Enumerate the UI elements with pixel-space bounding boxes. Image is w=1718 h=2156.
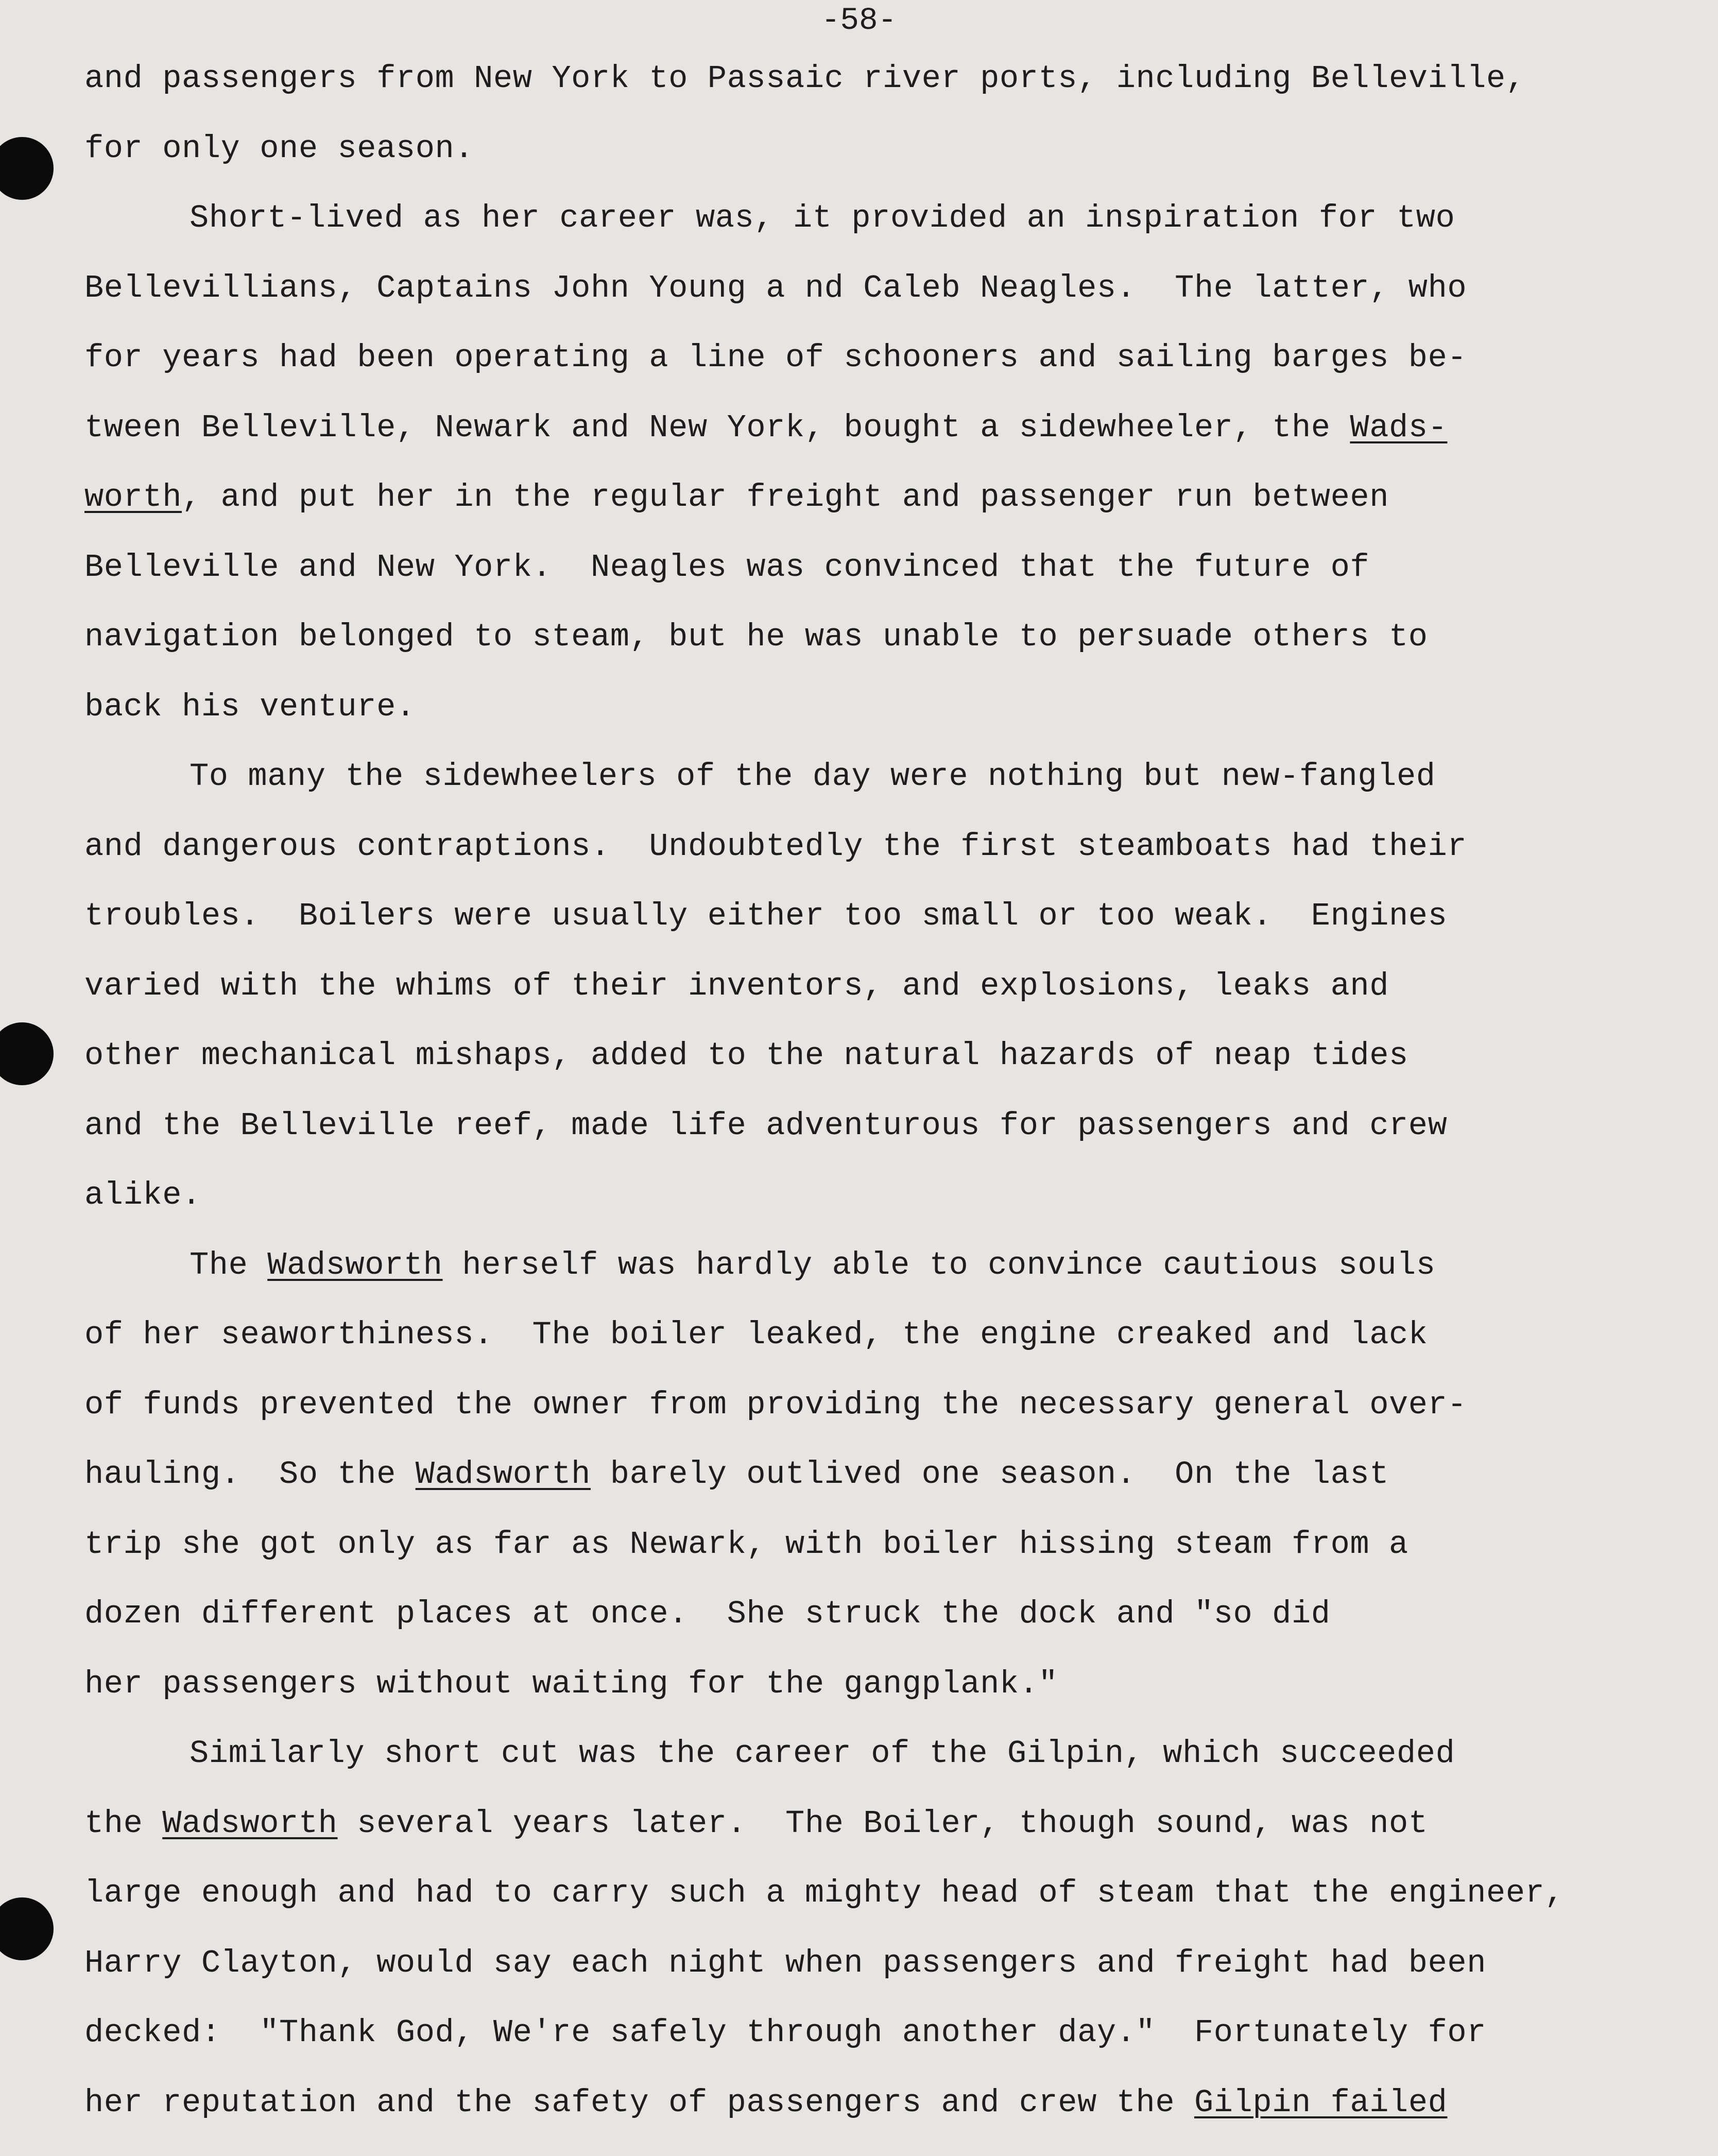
text-line: dozen different places at once. She struck the dock and "so did [84,1596,1331,1632]
text-line: other mechanical mishaps, added to the natural hazards of neap tides [84,1037,1408,1074]
text-line: trip she got only as far as Newark, with boiler hissing steam from a [84,1526,1408,1563]
text-line: navigation belonged to steam, but he was unable to persuade others to [84,619,1428,655]
text-line: and passengers from New York to Passaic river ports, including Belleville, [84,60,1525,97]
text-line: tween Belleville, Newark and New York, bought a sidewheeler, the Wads- [84,409,1448,446]
binder-hole-top [0,137,54,200]
ship-name-underlined: Wads- [1350,409,1448,446]
text-line: Bellevillians, Captains John Young a nd Caleb Neagles. The latter, who [84,269,1467,306]
binder-hole-bottom [0,1897,54,1960]
text-line: and dangerous contraptions. Undoubtedly the first steamboats had their [84,828,1467,865]
page-number: -58- [821,3,897,39]
text-line: back his venture. [84,688,416,725]
text-line: troubles. Boilers were usually either too small or too weak. Engines [84,898,1448,934]
text-line: decked: "Thank God, We're safely through another day." Fortunately for [84,2014,1487,2051]
text-line: alike. [84,1177,201,1213]
ship-name-underlined: Wadsworth [415,1456,591,1493]
text-line: her passengers without waiting for the gangplank." [84,1665,1058,1702]
text-line: Similarly short cut was the career of the Gilpin, which succeeded [190,1735,1455,1772]
text-line: varied with the whims of their inventors, and explosions, leaks and [84,967,1389,1004]
text-line: hauling. So the Wadsworth barely outlived one season. On the last [84,1456,1389,1493]
text-line: the Wadsworth several years later. The Boiler, though sound, was not [84,1805,1428,1842]
text-line: her reputation and the safety of passengers and crew the Gilpin failed [84,2084,1448,2121]
body-text [84,53,1691,2147]
ship-name-underlined: worth [84,479,182,516]
text-line: worth, and put her in the regular freight and passenger run between [84,479,1389,516]
ship-name-underlined: Wadsworth [162,1805,338,1842]
text-line: Belleville and New York. Neagles was convinced that the future of [84,549,1370,586]
text-line: large enough and had to carry such a mighty head of steam that the engineer, [84,1875,1565,1911]
text-line: and the Belleville reef, made life adventurous for passengers and crew [84,1107,1448,1144]
text-line: of her seaworthiness. The boiler leaked, the engine creaked and lack [84,1316,1428,1353]
binder-hole-middle [0,1022,54,1085]
text-line: Short-lived as her career was, it provided an inspiration for two [190,200,1455,236]
text-line: of funds prevented the owner from providing the necessary general over- [84,1386,1467,1423]
text-line: The Wadsworth herself was hardly able to convince cautious souls [190,1246,1436,1284]
ship-name-underlined: Gilpin failed [1194,2084,1448,2121]
text-line: To many the sidewheelers of the day were nothing but new-fangled [190,758,1436,795]
text-line: for only one season. [84,130,474,167]
text-line: for years had been operating a line of schooners and sailing barges be- [84,339,1467,376]
ship-name-underlined: Wadsworth [267,1246,443,1284]
text-line: Harry Clayton, would say each night when passengers and freight had been [84,1944,1487,1981]
